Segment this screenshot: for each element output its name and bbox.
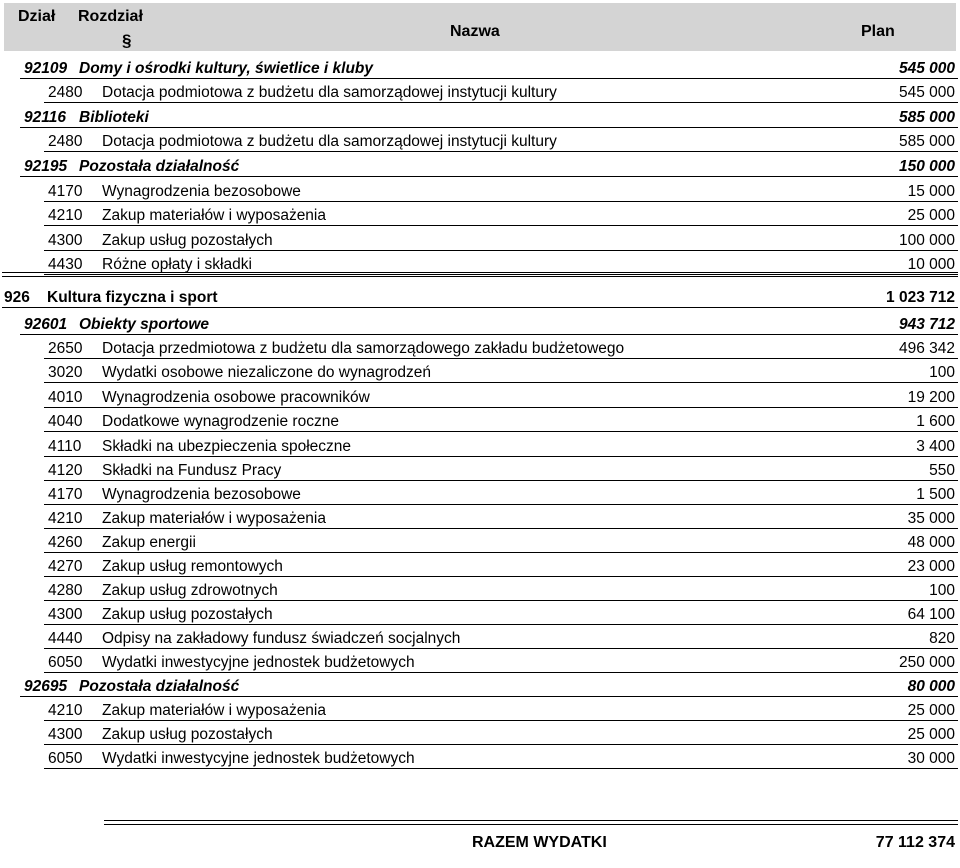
- row-name: Pozostała działalność: [79, 158, 240, 175]
- row-code: 4440: [48, 630, 83, 647]
- row-amount: 35 000: [907, 510, 955, 527]
- row-divider: [44, 600, 958, 601]
- row-amount: 30 000: [907, 750, 955, 767]
- row-amount: 943 712: [898, 316, 955, 333]
- row-name: Zakup usług zdrowotnych: [102, 582, 278, 599]
- row-divider: [44, 201, 958, 202]
- row-divider: [44, 624, 958, 625]
- row-divider: [44, 528, 958, 529]
- row-code: 4010: [48, 389, 83, 406]
- row-name: Kultura fizyczna i sport: [47, 289, 218, 306]
- row-amount: 1 023 712: [886, 289, 955, 306]
- total-label: RAZEM WYDATKI: [472, 834, 607, 851]
- row-amount: 100 000: [898, 232, 955, 249]
- row-code: 92195: [24, 158, 68, 175]
- row-code: 92109: [24, 60, 68, 77]
- header-dzial: Dział: [18, 8, 56, 25]
- row-code: 92601: [24, 316, 68, 333]
- row-amount: 100: [929, 364, 955, 381]
- row-divider: [20, 696, 958, 697]
- row-code: 4300: [48, 726, 83, 743]
- row-name: Składki na ubezpieczenia społeczne: [102, 438, 352, 455]
- header-paragraf: §: [122, 31, 132, 50]
- row-name: Wynagrodzenia osobowe pracowników: [102, 389, 370, 406]
- row-name: Odpisy na zakładowy fundusz świadczeń socjalnych: [102, 630, 461, 647]
- row-divider: [44, 648, 958, 649]
- row-name: Obiekty sportowe: [79, 316, 210, 333]
- row-divider: [20, 127, 958, 128]
- row-divider: [20, 176, 958, 177]
- row-divider: [44, 744, 958, 745]
- row-divider: [44, 456, 958, 457]
- row-divider: [2, 307, 958, 308]
- row-divider: [44, 720, 958, 721]
- total-amount: 77 112 374: [875, 834, 955, 851]
- row-amount: 496 342: [898, 340, 955, 357]
- row-code: 4300: [48, 606, 83, 623]
- row-code: 4120: [48, 462, 83, 479]
- row-code: 4040: [48, 413, 83, 430]
- row-code: 4270: [48, 558, 83, 575]
- row-code: 4280: [48, 582, 83, 599]
- row-divider: [44, 407, 958, 408]
- row-name: Wynagrodzenia bezosobowe: [102, 486, 301, 503]
- row-code: 6050: [48, 654, 83, 671]
- row-amount: 10 000: [907, 256, 955, 273]
- row-amount: 150 000: [898, 158, 955, 175]
- row-code: 4210: [48, 702, 83, 719]
- row-name: Domy i ośrodki kultury, świetlice i kluby: [79, 60, 374, 77]
- row-name: Zakup usług pozostałych: [102, 606, 273, 623]
- row-name: Zakup usług pozostałych: [102, 726, 273, 743]
- row-name: Zakup materiałów i wyposażenia: [102, 207, 326, 224]
- row-code: 4110: [48, 438, 82, 455]
- row-code: 4210: [48, 510, 83, 527]
- row-divider: [44, 576, 958, 577]
- row-divider: [20, 334, 958, 335]
- row-code: 6050: [48, 750, 83, 767]
- row-code: 4300: [48, 232, 83, 249]
- row-code: 4210: [48, 207, 83, 224]
- row-divider: [44, 358, 958, 359]
- row-divider: [44, 274, 958, 275]
- row-divider: [44, 151, 958, 152]
- row-amount: 545 000: [898, 84, 955, 101]
- row-amount: 3 400: [916, 438, 955, 455]
- row-name: Zakup materiałów i wyposażenia: [102, 510, 326, 527]
- row-code: 4170: [48, 183, 83, 200]
- row-divider: [44, 480, 958, 481]
- row-code: 926: [4, 289, 30, 306]
- row-amount: 48 000: [907, 534, 955, 551]
- row-divider: [44, 431, 958, 432]
- row-divider: [44, 552, 958, 553]
- row-amount: 19 200: [907, 389, 955, 406]
- row-divider: [44, 382, 958, 383]
- row-amount: 25 000: [907, 726, 955, 743]
- row-code: 2480: [48, 84, 83, 101]
- row-name: Różne opłaty i składki: [102, 256, 252, 273]
- row-amount: 250 000: [898, 654, 955, 671]
- row-amount: 64 100: [907, 606, 955, 623]
- row-code: 92695: [24, 678, 68, 695]
- row-name: Zakup usług pozostałych: [102, 232, 273, 249]
- row-divider: [44, 504, 958, 505]
- row-amount: 15 000: [907, 183, 955, 200]
- row-amount: 100: [929, 582, 955, 599]
- row-name: Wynagrodzenia bezosobowe: [102, 183, 301, 200]
- row-amount: 23 000: [907, 558, 955, 575]
- row-name: Wydatki inwestycyjne jednostek budżetowych: [102, 654, 415, 671]
- row-divider: [44, 768, 958, 769]
- row-code: 2480: [48, 133, 83, 150]
- row-amount: 585 000: [898, 109, 955, 126]
- row-code: 4260: [48, 534, 83, 551]
- row-code: 2650: [48, 340, 83, 357]
- row-name: Składki na Fundusz Pracy: [102, 462, 282, 479]
- section-divider: [2, 272, 958, 273]
- row-divider: [44, 102, 958, 103]
- header-rozdzial: Rozdział: [78, 8, 143, 25]
- row-amount: 550: [929, 462, 955, 479]
- header-plan: Plan: [861, 23, 895, 40]
- row-amount: 1 600: [916, 413, 955, 430]
- row-name: Wydatki inwestycyjne jednostek budżetowych: [102, 750, 415, 767]
- row-name: Wydatki osobowe niezaliczone do wynagrodzeń: [102, 364, 431, 381]
- row-code: 92116: [24, 109, 66, 126]
- row-amount: 80 000: [907, 678, 955, 695]
- row-divider: [20, 78, 958, 79]
- table-header: [4, 3, 956, 51]
- row-divider: [44, 225, 958, 226]
- row-amount: 585 000: [898, 133, 955, 150]
- row-name: Dodatkowe wynagrodzenie roczne: [102, 413, 339, 430]
- row-amount: 25 000: [907, 207, 955, 224]
- row-name: Dotacja podmiotowa z budżetu dla samorządowej instytucji kultury: [102, 84, 557, 101]
- row-amount: 1 500: [916, 486, 955, 503]
- row-code: 4170: [48, 486, 83, 503]
- row-divider: [44, 672, 958, 673]
- row-name: Pozostała działalność: [79, 678, 240, 695]
- row-name: Zakup energii: [102, 534, 196, 551]
- row-amount: 545 000: [898, 60, 955, 77]
- row-name: Zakup materiałów i wyposażenia: [102, 702, 326, 719]
- row-code: 3020: [48, 364, 83, 381]
- row-code: 4430: [48, 256, 83, 273]
- row-divider: [44, 250, 958, 251]
- row-name: Biblioteki: [79, 109, 149, 126]
- header-nazwa: Nazwa: [450, 23, 500, 40]
- section-divider: [2, 276, 958, 277]
- row-name: Dotacja przedmiotowa z budżetu dla samorządowego zakładu budżetowego: [102, 340, 625, 357]
- row-name: Dotacja podmiotowa z budżetu dla samorządowej instytucji kultury: [102, 133, 557, 150]
- row-name: Zakup usług remontowych: [102, 558, 283, 575]
- row-amount: 25 000: [907, 702, 955, 719]
- row-amount: 820: [929, 630, 955, 647]
